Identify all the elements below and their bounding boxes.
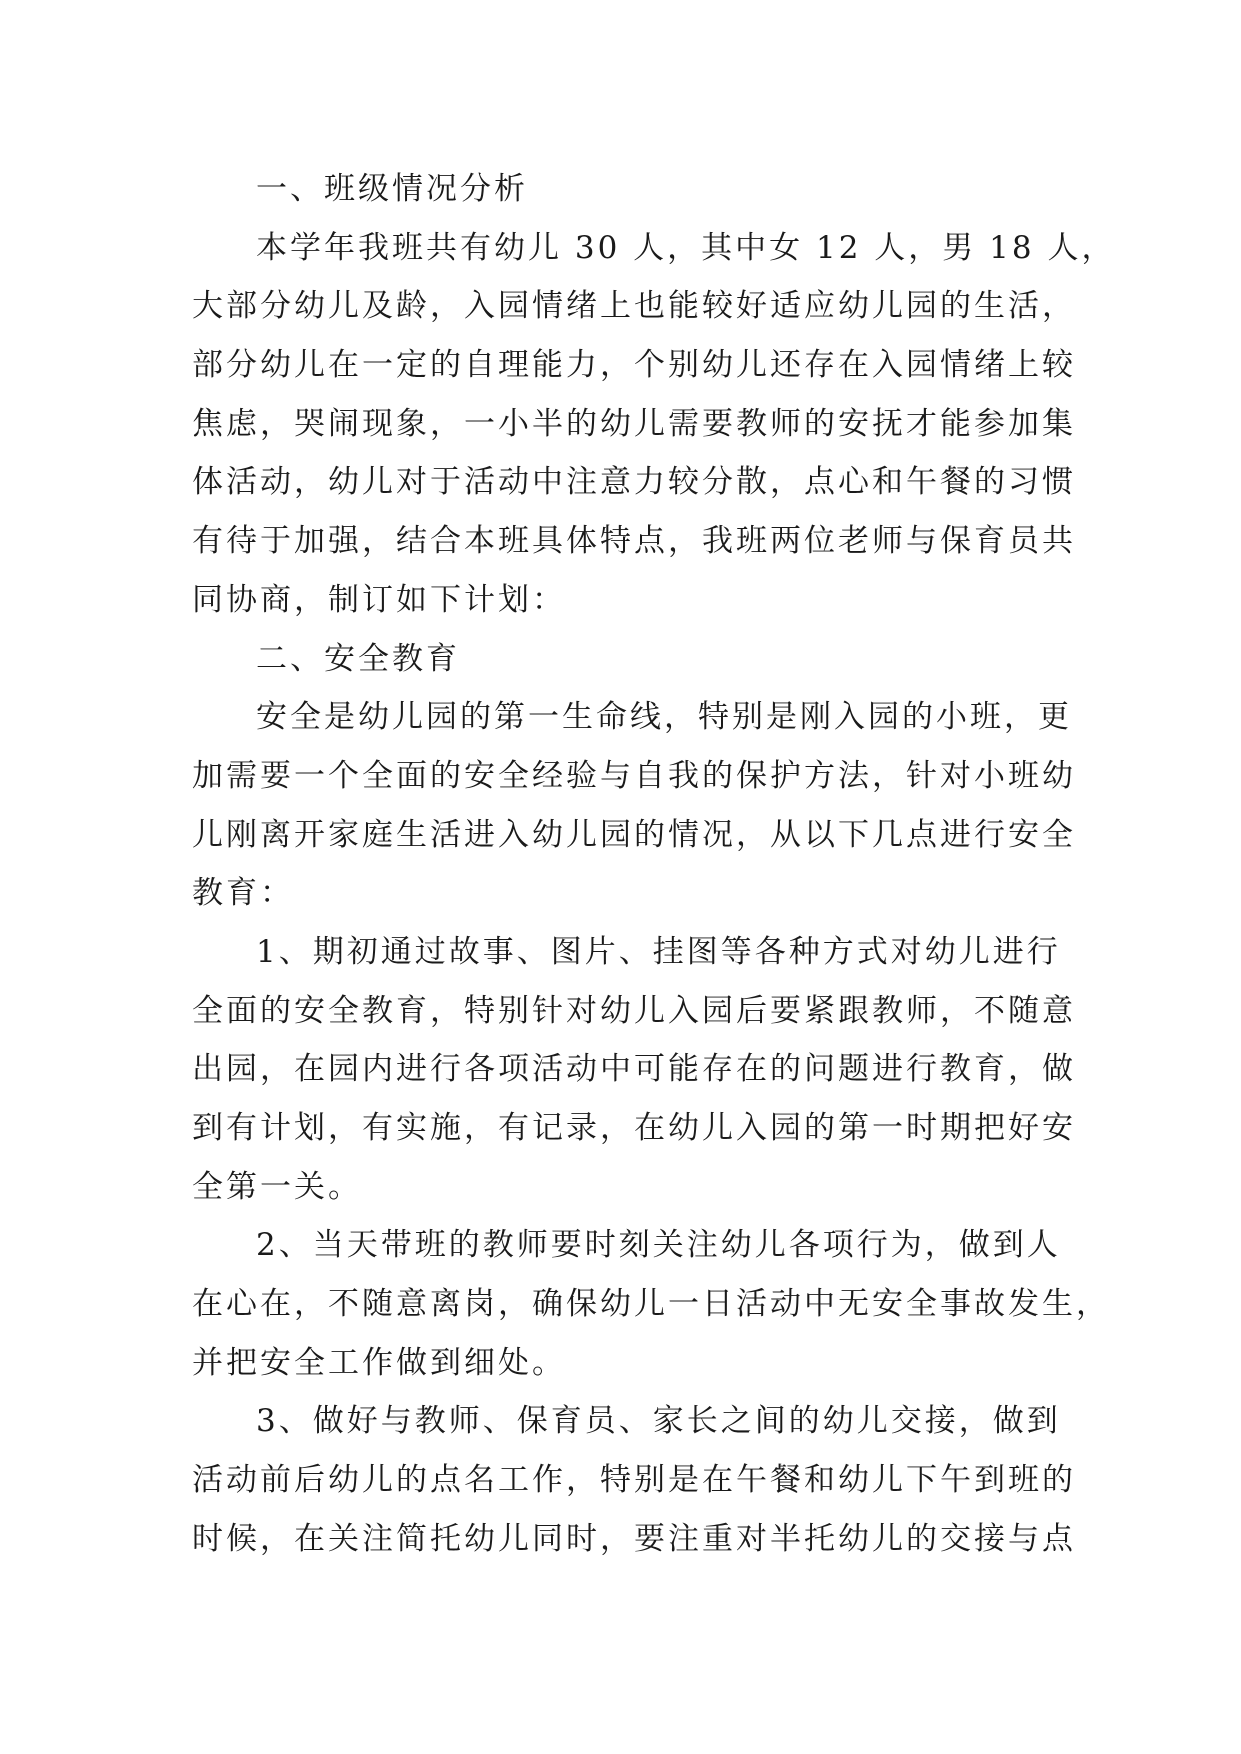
paragraph-line: 到有计划，有实施，有记录，在幼儿入园的第一时期把好安 xyxy=(192,1110,1076,1146)
paragraph-line: 3、做好与教师、保育员、家长之间的幼儿交接，做到 xyxy=(256,1403,1061,1440)
paragraph-line: 出园，在园内进行各项活动中可能存在的问题进行教育，做 xyxy=(192,1051,1076,1088)
heading-line: 一、班级情况分析 xyxy=(256,171,528,207)
paragraph-line: 儿刚离开家庭生活进入幼儿园的情况，从以下几点进行安全 xyxy=(192,816,1076,853)
paragraph-line: 体活动，幼儿对于活动中注意力较分散，点心和午餐的习惯 xyxy=(192,464,1076,501)
paragraph-line: 焦虑，哭闹现象，一小半的幼儿需要教师的安抚才能参加集 xyxy=(192,405,1076,442)
paragraph-safety-intro xyxy=(192,688,1076,923)
paragraph-line: 有待于加强，结合本班具体特点，我班两位老师与保育员共 xyxy=(192,523,1076,560)
heading-class-analysis xyxy=(192,160,1052,219)
paragraph-class-analysis xyxy=(192,219,1116,630)
paragraph-line: 加需要一个全面的安全经验与自我的保护方法，针对小班幼 xyxy=(192,757,1076,794)
list-item-3 xyxy=(192,1392,1076,1568)
paragraph-line: 安全是幼儿园的第一生命线，特别是刚入园的小班，更 xyxy=(256,699,1072,736)
paragraph-line: 同协商，制订如下计划： xyxy=(192,581,566,618)
paragraph-line: 全第一关。 xyxy=(192,1168,362,1205)
paragraph-line: 全面的安全教育，特别针对幼儿入园后要紧跟教师，不随意 xyxy=(192,992,1076,1029)
heading-safety-education xyxy=(192,630,1052,689)
paragraph-line: 教育： xyxy=(192,875,294,912)
list-item-2 xyxy=(192,1216,1110,1392)
paragraph-line: 1、期初通过故事、图片、挂图等各种方式对幼儿进行 xyxy=(256,933,1061,970)
paragraph-line: 大部分幼儿及龄，入园情绪上也能较好适应幼儿园的生活， xyxy=(192,288,1076,325)
paragraph-line: 2、当天带班的教师要时刻关注幼儿各项行为，做到人 xyxy=(256,1227,1061,1264)
document-body xyxy=(192,160,1116,1569)
paragraph-line: 部分幼儿在一定的自理能力，个别幼儿还存在入园情绪上较 xyxy=(192,347,1076,384)
paragraph-line: 并把安全工作做到细处。 xyxy=(192,1344,566,1381)
paragraph-line: 活动前后幼儿的点名工作，特别是在午餐和幼儿下午到班的 xyxy=(192,1462,1076,1499)
paragraph-line: 时候，在关注简托幼儿同时，要注重对半托幼儿的交接与点 xyxy=(192,1520,1076,1557)
heading-line: 二、安全教育 xyxy=(256,640,460,677)
paragraph-line: 在心在，不随意离岗，确保幼儿一日活动中无安全事故发生， xyxy=(192,1286,1110,1323)
list-item-1 xyxy=(192,923,1076,1216)
paragraph-line: 本学年我班共有幼儿 30 人，其中女 12 人，男 18 人， xyxy=(256,229,1116,266)
